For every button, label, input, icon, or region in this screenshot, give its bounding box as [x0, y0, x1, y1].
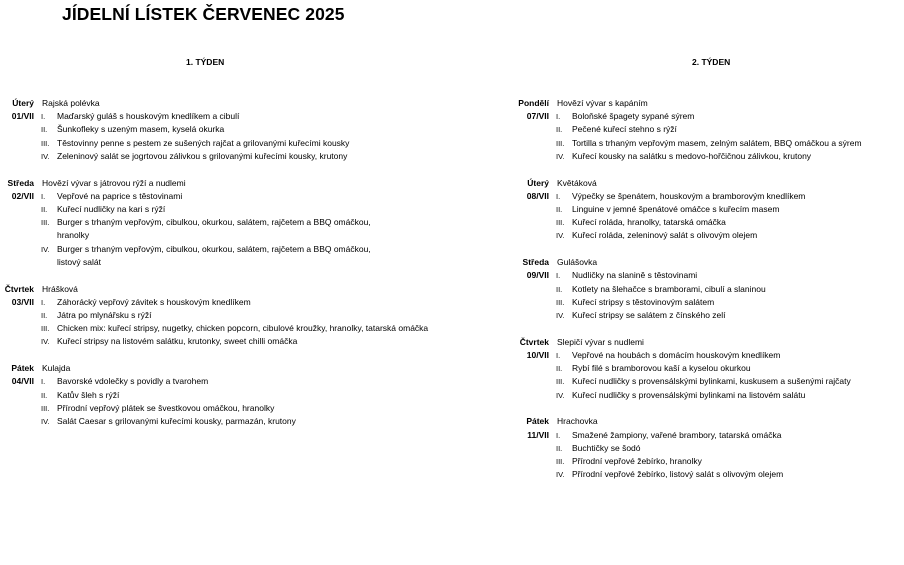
dish-wrapper	[57, 203, 165, 216]
item-number: II.	[556, 125, 563, 135]
item-number: I.	[41, 112, 46, 122]
dish-wrapper	[572, 375, 851, 388]
date-spacer	[515, 455, 549, 468]
week-2-menu	[515, 97, 862, 495]
item-number: II.	[556, 205, 563, 215]
dish-text: Kuřecí nudličky s provensálskými bylinkami, kuskusem a sušenými rajčaty	[572, 376, 851, 387]
dish-text: Vepřové na houbách s domácím houskovým knedlíkem	[572, 350, 781, 361]
item-number: II.	[556, 443, 563, 453]
menu-item	[0, 415, 428, 428]
soup-name: Hrachovka	[557, 416, 598, 427]
dish-wrapper	[57, 216, 371, 242]
date-spacer	[0, 123, 34, 136]
date-spacer	[515, 442, 549, 455]
date-spacer	[0, 137, 34, 150]
menu-item	[515, 296, 862, 309]
item-number: IV.	[556, 151, 565, 161]
dish-wrapper	[57, 375, 208, 388]
dish-text: Přírodní vepřový plátek se švestkovou omáčkou, hranolky	[57, 402, 275, 413]
item-number: III.	[41, 218, 50, 228]
week-2-heading: 2. TÝDEN	[692, 57, 731, 67]
dish-text: Přírodní vepřové žebírko, hranolky	[572, 456, 702, 467]
dish-text: Pečené kuřecí stehno s rýží	[572, 124, 677, 135]
day-date: 02/VII	[11, 190, 34, 201]
menu-item	[0, 322, 428, 335]
dish-wrapper	[572, 362, 751, 375]
dish-text: Záhorácký vepřový závitek s houskovým knedlíkem	[57, 296, 251, 307]
item-number: I.	[41, 297, 46, 307]
dish-text-continuation: hranolky	[57, 230, 90, 241]
item-number: II.	[41, 390, 48, 400]
dish-text: Šunkofleky s uzeným masem, kyselá okurka	[57, 124, 225, 135]
day-name: Čtvrtek	[4, 283, 34, 294]
item-number: III.	[41, 138, 50, 148]
menu-item	[0, 216, 428, 242]
menu-item	[515, 203, 862, 216]
item-number: I.	[556, 351, 561, 361]
dish-wrapper	[572, 123, 677, 136]
dish-wrapper	[572, 349, 780, 362]
item-number: II.	[41, 125, 48, 135]
soup-name: Květáková	[557, 177, 597, 188]
item-number: II.	[41, 311, 48, 321]
dish-text: Kuřecí stripsy se salátem z čínského zelí	[572, 310, 726, 321]
dish-wrapper	[572, 455, 702, 468]
dish-text: Rybí filé s bramborovou kaší a kyselou okurkou	[572, 363, 751, 374]
dish-wrapper	[572, 203, 779, 216]
dish-wrapper	[572, 216, 726, 229]
page-title: JÍDELNÍ LÍSTEK ČERVENEC 2025	[62, 4, 345, 24]
date-spacer	[515, 283, 549, 296]
day-name: Úterý	[527, 177, 549, 188]
menu-item	[515, 123, 862, 136]
dish-wrapper	[572, 229, 757, 242]
dish-wrapper	[57, 389, 119, 402]
menu-item	[515, 283, 862, 296]
item-number: III.	[556, 377, 565, 387]
menu-item	[515, 269, 862, 282]
dish-text: Boloňské špagety sypané sýrem	[572, 111, 695, 122]
menu-item	[0, 309, 428, 322]
dish-wrapper	[57, 243, 371, 269]
dish-wrapper	[57, 322, 428, 335]
item-number: I.	[556, 271, 561, 281]
day-name: Pátek	[526, 416, 549, 427]
day-block	[515, 336, 862, 402]
date-spacer	[515, 216, 549, 229]
item-number: III.	[41, 324, 50, 334]
dish-wrapper	[572, 137, 862, 150]
dish-wrapper	[57, 402, 274, 415]
item-number: IV.	[556, 231, 565, 241]
day-date: 07/VII	[526, 111, 549, 122]
item-number: II.	[41, 205, 48, 215]
date-spacer	[515, 362, 549, 375]
dish-text: Těstovinny penne s pestem ze sušených rajčat a grilovanými kuřecími kousky	[57, 137, 350, 148]
soup-name: Slepičí vývar s nudlemi	[557, 336, 644, 347]
item-number: I.	[41, 377, 46, 387]
day-name: Středa	[522, 257, 549, 268]
menu-item	[515, 468, 862, 481]
menu-item	[0, 375, 428, 388]
dish-text: Zeleninový salát se jogrtovou zálivkou s grilovanými kuřecími kousky, krutony	[57, 150, 348, 161]
dish-text: Burger s trhaným vepřovým, cibulkou, okurkou, salátem, rajčetem a BBQ omáčkou,	[57, 217, 371, 228]
day-date: 03/VII	[11, 296, 34, 307]
dish-text: Buchtičky se šodó	[572, 442, 641, 453]
menu-item	[515, 150, 862, 163]
soup-name: Kulajda	[42, 363, 71, 374]
dish-text: Vepřové na paprice s těstovinami	[57, 190, 183, 201]
item-number: III.	[556, 138, 565, 148]
item-number: IV.	[556, 390, 565, 400]
dish-text: Linguine v jemné špenátové omáčce s kuřecím masem	[572, 204, 780, 215]
day-block	[515, 97, 862, 163]
day-date: 10/VII	[526, 350, 549, 361]
dish-wrapper	[57, 137, 349, 150]
day-header	[0, 177, 428, 190]
item-number: I.	[556, 430, 561, 440]
day-header	[0, 97, 428, 110]
dish-text: Burger s trhaným vepřovým, cibulkou, okurkou, salátem, rajčetem a BBQ omáčkou,	[57, 243, 371, 254]
date-spacer	[515, 375, 549, 388]
date-spacer	[0, 389, 34, 402]
dish-text: Kotlety na šlehačce s bramborami, cibulí a slaninou	[572, 283, 766, 294]
dish-wrapper	[572, 150, 811, 163]
dish-text: Kuřecí stripsy s těstovinovým salátem	[572, 296, 715, 307]
dish-text: Kuřecí kousky na salátku s medovo-hořčičnou zálivkou, krutony	[572, 150, 812, 161]
day-name: Úterý	[12, 98, 34, 108]
date-spacer	[515, 296, 549, 309]
menu-item	[0, 296, 428, 309]
day-header	[515, 336, 862, 349]
soup-name: Hovězí vývar s kapáním	[557, 98, 648, 108]
dish-text: Salát Caesar s grilovanými kuřecími kousky, parmazán, krutony	[57, 416, 296, 427]
day-block	[515, 256, 862, 322]
day-block	[515, 177, 862, 243]
dish-text: Kuřecí stripsy na listovém salátku, krutonky, sweet chilli omáčka	[57, 336, 298, 347]
item-number: II.	[556, 284, 563, 294]
menu-item	[515, 309, 862, 322]
day-block	[0, 177, 428, 269]
dish-text: Bavorské vdolečky s povidly a tvarohem	[57, 376, 209, 387]
dish-wrapper	[572, 296, 714, 309]
dish-wrapper	[57, 415, 296, 428]
dish-text: Játra po mlynářsku s rýží	[57, 310, 152, 321]
date-spacer	[515, 150, 549, 163]
dish-wrapper	[572, 429, 781, 442]
menu-item	[0, 150, 428, 163]
dish-wrapper	[57, 110, 239, 123]
date-spacer	[0, 415, 34, 428]
dish-wrapper	[572, 190, 805, 203]
day-name: Pondělí	[518, 98, 549, 108]
dish-wrapper	[57, 296, 251, 309]
day-block	[0, 362, 428, 428]
menu-item	[515, 190, 862, 203]
day-block	[0, 97, 428, 163]
dish-text: Kuřecí nudličky s provensálskými bylinkami na listovém salátu	[572, 389, 806, 400]
date-spacer	[515, 123, 549, 136]
dish-text: Chicken mix: kuřecí stripsy, nugetky, chicken popcorn, cibulové kroužky, hranolky, tatarská omáčka	[57, 323, 429, 334]
menu-item	[515, 349, 862, 362]
dish-text: Tortilla s trhaným vepřovým masem, zelným salátem, BBQ omáčkou a sýrem	[572, 137, 862, 148]
menu-item	[0, 402, 428, 415]
day-header	[515, 415, 862, 428]
date-spacer	[0, 402, 34, 415]
soup-name: Hrášková	[42, 283, 78, 294]
date-spacer	[0, 335, 34, 348]
soup-name: Gulášovka	[557, 257, 598, 268]
dish-wrapper	[572, 468, 783, 481]
dish-wrapper	[572, 309, 726, 322]
menu-item	[515, 110, 862, 123]
date-spacer	[515, 309, 549, 322]
day-name: Čtvrtek	[519, 336, 549, 347]
dish-text: Maďarský guláš s houskovým knedlíkem a cibulí	[57, 111, 240, 122]
menu-item	[0, 137, 428, 150]
menu-item	[0, 335, 428, 348]
day-header	[0, 283, 428, 296]
menu-item	[515, 229, 862, 242]
menu-item	[515, 216, 862, 229]
item-number: I.	[41, 191, 46, 201]
date-spacer	[0, 322, 34, 335]
dish-text: Kuřecí roláda, zeleninový salát s olivovým olejem	[572, 230, 758, 241]
day-header	[515, 177, 862, 190]
item-number: III.	[556, 457, 565, 467]
day-header	[0, 362, 428, 375]
soup-name: Hovězí vývar s játrovou rýží a nudlemi	[42, 177, 186, 188]
menu-item	[515, 375, 862, 388]
menu-item	[515, 389, 862, 402]
item-number: III.	[41, 403, 50, 413]
item-number: I.	[556, 191, 561, 201]
dish-text: Přírodní vepřové žebírko, listový salát s olivovým olejem	[572, 469, 784, 480]
dish-wrapper	[57, 123, 224, 136]
menu-item	[0, 190, 428, 203]
dish-wrapper	[57, 335, 297, 348]
day-name: Středa	[7, 177, 34, 188]
day-date: 09/VII	[526, 270, 549, 281]
date-spacer	[515, 203, 549, 216]
item-number: IV.	[556, 311, 565, 321]
date-spacer	[0, 309, 34, 322]
day-block	[515, 415, 862, 481]
dish-wrapper	[572, 269, 697, 282]
week-1-menu	[0, 97, 428, 442]
item-number: IV.	[41, 337, 50, 347]
dish-text: Kuřecí nudličky na kari s rýží	[57, 204, 166, 215]
menu-item	[515, 429, 862, 442]
dish-wrapper	[57, 150, 347, 163]
soup-name: Rajská polévka	[42, 98, 100, 108]
dish-wrapper	[57, 309, 151, 322]
menu-item	[0, 389, 428, 402]
dish-text-continuation: listový salát	[57, 256, 101, 267]
date-spacer	[0, 216, 34, 242]
day-date: 04/VII	[11, 376, 34, 387]
dish-wrapper	[572, 389, 805, 402]
day-name: Pátek	[11, 363, 34, 374]
menu-item	[515, 362, 862, 375]
menu-item	[0, 243, 428, 269]
day-header	[515, 97, 862, 110]
item-number: IV.	[41, 417, 50, 427]
day-header	[515, 256, 862, 269]
dish-text: Výpečky se špenátem, houskovým a bramborovým knedlíkem	[572, 190, 806, 201]
date-spacer	[515, 137, 549, 150]
date-spacer	[515, 229, 549, 242]
day-date: 08/VII	[526, 190, 549, 201]
item-number: II.	[556, 364, 563, 374]
menu-item	[0, 123, 428, 136]
dish-wrapper	[57, 190, 182, 203]
date-spacer	[0, 203, 34, 216]
dish-wrapper	[572, 110, 694, 123]
menu-item	[515, 442, 862, 455]
item-number: IV.	[556, 470, 565, 480]
date-spacer	[0, 150, 34, 163]
item-number: I.	[556, 112, 561, 122]
dish-wrapper	[572, 283, 766, 296]
day-date: 01/VII	[11, 111, 34, 122]
dish-text: Katův šleh s rýží	[57, 389, 120, 400]
date-spacer	[515, 468, 549, 481]
menu-item	[0, 110, 428, 123]
item-number: IV.	[41, 151, 50, 161]
menu-item	[515, 137, 862, 150]
item-number: IV.	[41, 244, 50, 254]
dish-text: Smažené žampiony, vařené brambory, tatarská omáčka	[572, 429, 782, 440]
date-spacer	[0, 243, 34, 269]
item-number: III.	[556, 218, 565, 228]
dish-text: Kuřecí roláda, hranolky, tatarská omáčka	[572, 217, 726, 228]
date-spacer	[515, 389, 549, 402]
menu-item	[0, 203, 428, 216]
menu-item	[515, 455, 862, 468]
dish-wrapper	[572, 442, 641, 455]
day-date: 11/VII	[527, 429, 549, 440]
dish-text: Nudličky na slanině s těstovinami	[572, 270, 698, 281]
item-number: III.	[556, 297, 565, 307]
day-block	[0, 283, 428, 349]
week-1-heading: 1. TÝDEN	[186, 57, 225, 67]
